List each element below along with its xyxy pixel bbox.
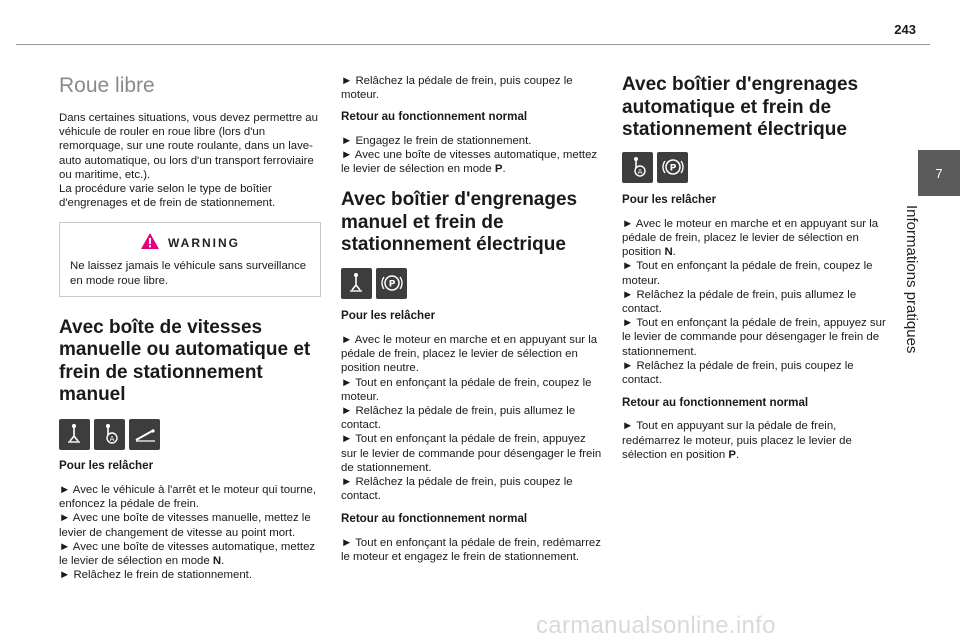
warning-box <box>59 222 321 296</box>
step-1: ► Avec le moteur en marche et en appuyant sur la pédale de frein, placez le levier de sélection en position N. <box>622 217 879 259</box>
gearbox-icons <box>341 268 603 299</box>
chapter-tab: 7 <box>918 150 960 196</box>
release-heading: Pour les relâcher <box>59 458 154 472</box>
header-divider <box>16 44 930 45</box>
svg-text:P: P <box>669 163 676 174</box>
intro-text: Dans certaines situations, vous devez permettre au véhicule de rouler en roue libre (lors d'un remorquage, sur une route roulante, dans un lave-auto automatique, ou lors d'un transport ferroviaire ou maritime, etc.). <box>59 112 318 181</box>
step-4: ► Tout en enfonçant la pédale de frein, appuyez sur le levier de commande pour désengager le frein de stationnement. <box>341 433 602 474</box>
automatic-gearbox-icon <box>94 419 125 450</box>
chapter-title: Informations pratiques <box>903 205 920 354</box>
continued-step: ► Relâchez la pédale de frein, puis coupez le moteur. <box>341 75 573 102</box>
normal-heading: Retour au fonctionnement normal <box>622 396 809 410</box>
column-2 <box>341 74 603 564</box>
step-2: ► Tout en enfonçant la pédale de frein, coupez le moteur. <box>622 260 873 287</box>
gearbox-icons <box>59 419 321 450</box>
warning-triangle-icon <box>140 232 160 255</box>
column-3 <box>622 74 886 462</box>
section-title-manual: Avec boîte de vitesses manuelle ou automatique et frein de stationnement manuel <box>59 316 311 406</box>
step-4: ► Tout en enfonçant la pédale de frein, appuyez sur le levier de commande pour désengager le frein de stationnement. <box>622 317 886 358</box>
step-2: ► Avec une boîte de vitesses manuelle, mettez le levier de changement de vitesse au point mort. <box>59 512 311 539</box>
manual-parking-brake-icon <box>129 419 160 450</box>
step-1: ► Avec le moteur en marche et en appuyant sur la pédale de frein, placez le levier de sélection en position neutre. <box>341 333 598 375</box>
normal-text: ► Tout en appuyant sur la pédale de frein, redémarrez le moteur, puis placez le levier de sélection en position P. <box>622 420 852 461</box>
page-number: 243 <box>894 22 916 37</box>
release-heading: Pour les relâcher <box>341 308 436 322</box>
column-1 <box>59 74 321 582</box>
svg-text:P: P <box>388 279 395 290</box>
section-title-auto-electric: Avec boîtier d'engrenages automatique et frein de stationnement électrique <box>622 74 859 140</box>
step-1: ► Avec le véhicule à l'arrêt et le moteur qui tourne, enfoncez la pédale de frein. <box>59 484 317 511</box>
svg-text:A: A <box>637 168 642 176</box>
electric-parking-brake-icon <box>657 152 688 183</box>
normal-heading-2: Retour au fonctionnement normal <box>341 512 528 526</box>
step-2: ► Tout en enfonçant la pédale de frein, coupez le moteur. <box>341 376 592 403</box>
section-title-manual-electric: Avec boîtier d'engrenages manuel et frein de stationnement électrique <box>341 189 578 256</box>
step-5: ► Relâchez la pédale de frein, puis coupez le contact. <box>341 475 573 503</box>
normal-text-2: ► Tout en enfonçant la pédale de frein, redémarrez le moteur et engagez le frein de stationnement. <box>341 536 601 563</box>
step-3: ► Avec une boîte de vitesses automatique, mettez le levier de sélection en mode N. <box>59 540 316 568</box>
intro-text-2: La procédure varie selon le type de boîtier d'engrenages et de frein de stationnement. <box>59 183 276 210</box>
electric-parking-brake-icon <box>376 268 407 299</box>
warning-text: Ne laissez jamais le véhicule sans surveillance en mode roue libre. <box>70 260 307 287</box>
normal-step-1: ► Engagez le frein de stationnement. <box>341 134 532 147</box>
section-title-roue-libre: Roue libre <box>59 74 155 97</box>
automatic-gearbox-icon <box>622 152 653 183</box>
gearbox-icons <box>622 152 886 183</box>
step-4: ► Relâchez le frein de stationnement. <box>59 569 252 582</box>
release-heading: Pour les relâcher <box>622 192 717 206</box>
watermark-text: carmanualsonline.info <box>536 612 776 639</box>
manual-gearbox-icon <box>59 419 90 450</box>
step-5: ► Relâchez la pédale de frein, puis coupez le contact. <box>622 359 854 386</box>
step-3: ► Relâchez la pédale de frein, puis allumez le contact. <box>341 404 576 432</box>
normal-step-2: ► Avec une boîte de vitesses automatique, mettez le levier de sélection en mode P. <box>341 148 598 176</box>
warning-label: WARNING <box>168 236 240 251</box>
manual-gearbox-icon <box>341 268 372 299</box>
svg-text:A: A <box>109 435 114 444</box>
normal-heading: Retour au fonctionnement normal <box>341 110 528 124</box>
step-3: ► Relâchez la pédale de frein, puis allumez le contact. <box>622 288 857 315</box>
